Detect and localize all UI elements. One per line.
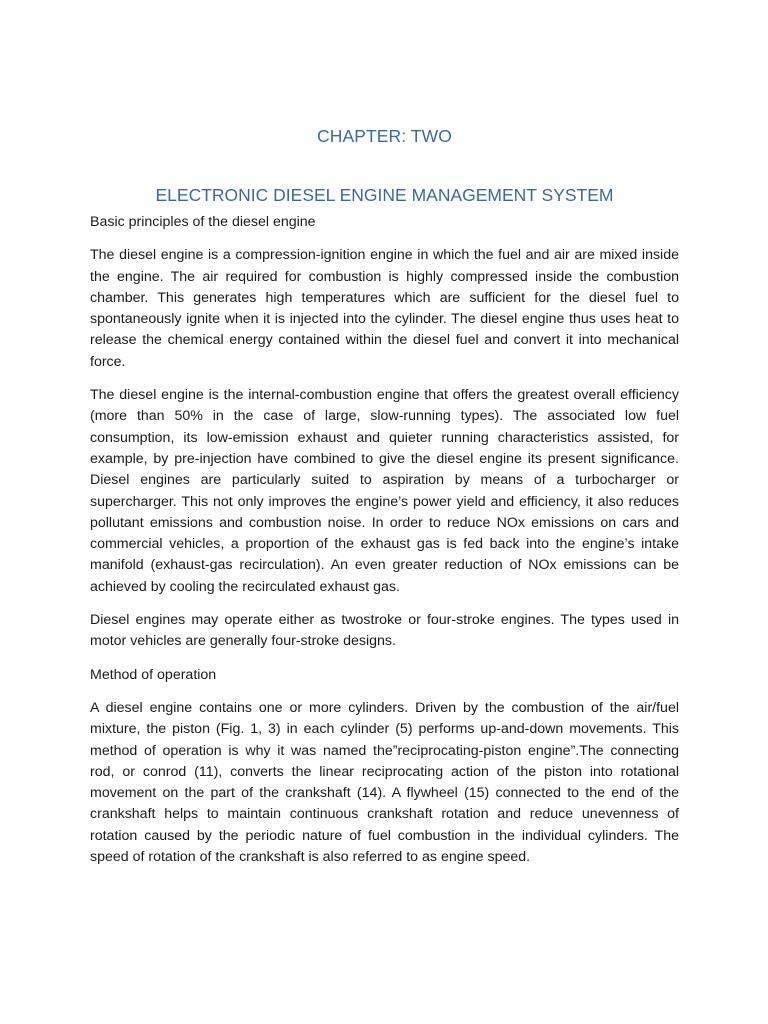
chapter-title: CHAPTER: TWO: [316, 126, 453, 146]
document-body: [90, 212, 679, 880]
paragraph: Diesel engines may operate either as twostroke or four-stroke engines. The types used in motor vehicles are generally four-stroke designs.: [90, 612, 679, 650]
paragraph: A diesel engine contains one or more cylinders. Driven by the combustion of the air/fuel mixture, the piston (Fig. 1, 3) in each cylinder (5) performs up-and-down movements. This method of operation is why it was named the”reciprocating-piston engine”.The connecting rod, or conrod (11), converts the linear reciprocating action of the piston into rotational movement on the part of the crankshaft (14). A flywheel (15) connected to the end of the crankshaft helps to maintain continuous crankshaft rotation and reduce unevenness of rotation caused by the periodic nature of fuel combustion in the individual cylinders. The speed of rotation of the crankshaft is also referred to as engine speed.: [90, 699, 679, 866]
section-heading-basic-principles: Basic principles of the diesel engine: [90, 214, 316, 230]
paragraph: The diesel engine is the internal-combustion engine that offers the greatest overall efficiency (more than 50% in the case of large, slow-running types). The associated low fuel consumption, its low-emission exhaust and quieter running characteristics assisted, for example, by pre-injection have combined to give the diesel engine its present significance. Diesel engines are particularly suited to aspiration by means of a turbocharger or supercharger. This not only improves the engine’s power yield and efficiency, it also reduces pollutant emissions and combustion noise. In order to reduce NOx emissions on cars and commercial vehicles, a proportion of the exhaust gas is fed back into the engine’s intake manifold (exhaust-gas recirculation). An even greater reduction of NOx emissions can be achieved by cooling the recirculated exhaust gas.: [90, 387, 679, 595]
document-title: ELECTRONIC DIESEL ENGINE MANAGEMENT SYSTEM: [155, 185, 614, 205]
section-heading-method-of-operation: Method of operation: [90, 666, 217, 683]
paragraph: The diesel engine is a compression-ignition engine in which the fuel and air are mixed inside the engine. The air required for combustion is highly compressed inside the combustion chamber. This generates high temperatures which are sufficient for the diesel fuel to spontaneously ignite when it is injected into the cylinder. The diesel engine thus uses heat to release the chemical energy contained within the diesel fuel and convert it into mechanical force.: [90, 247, 679, 370]
